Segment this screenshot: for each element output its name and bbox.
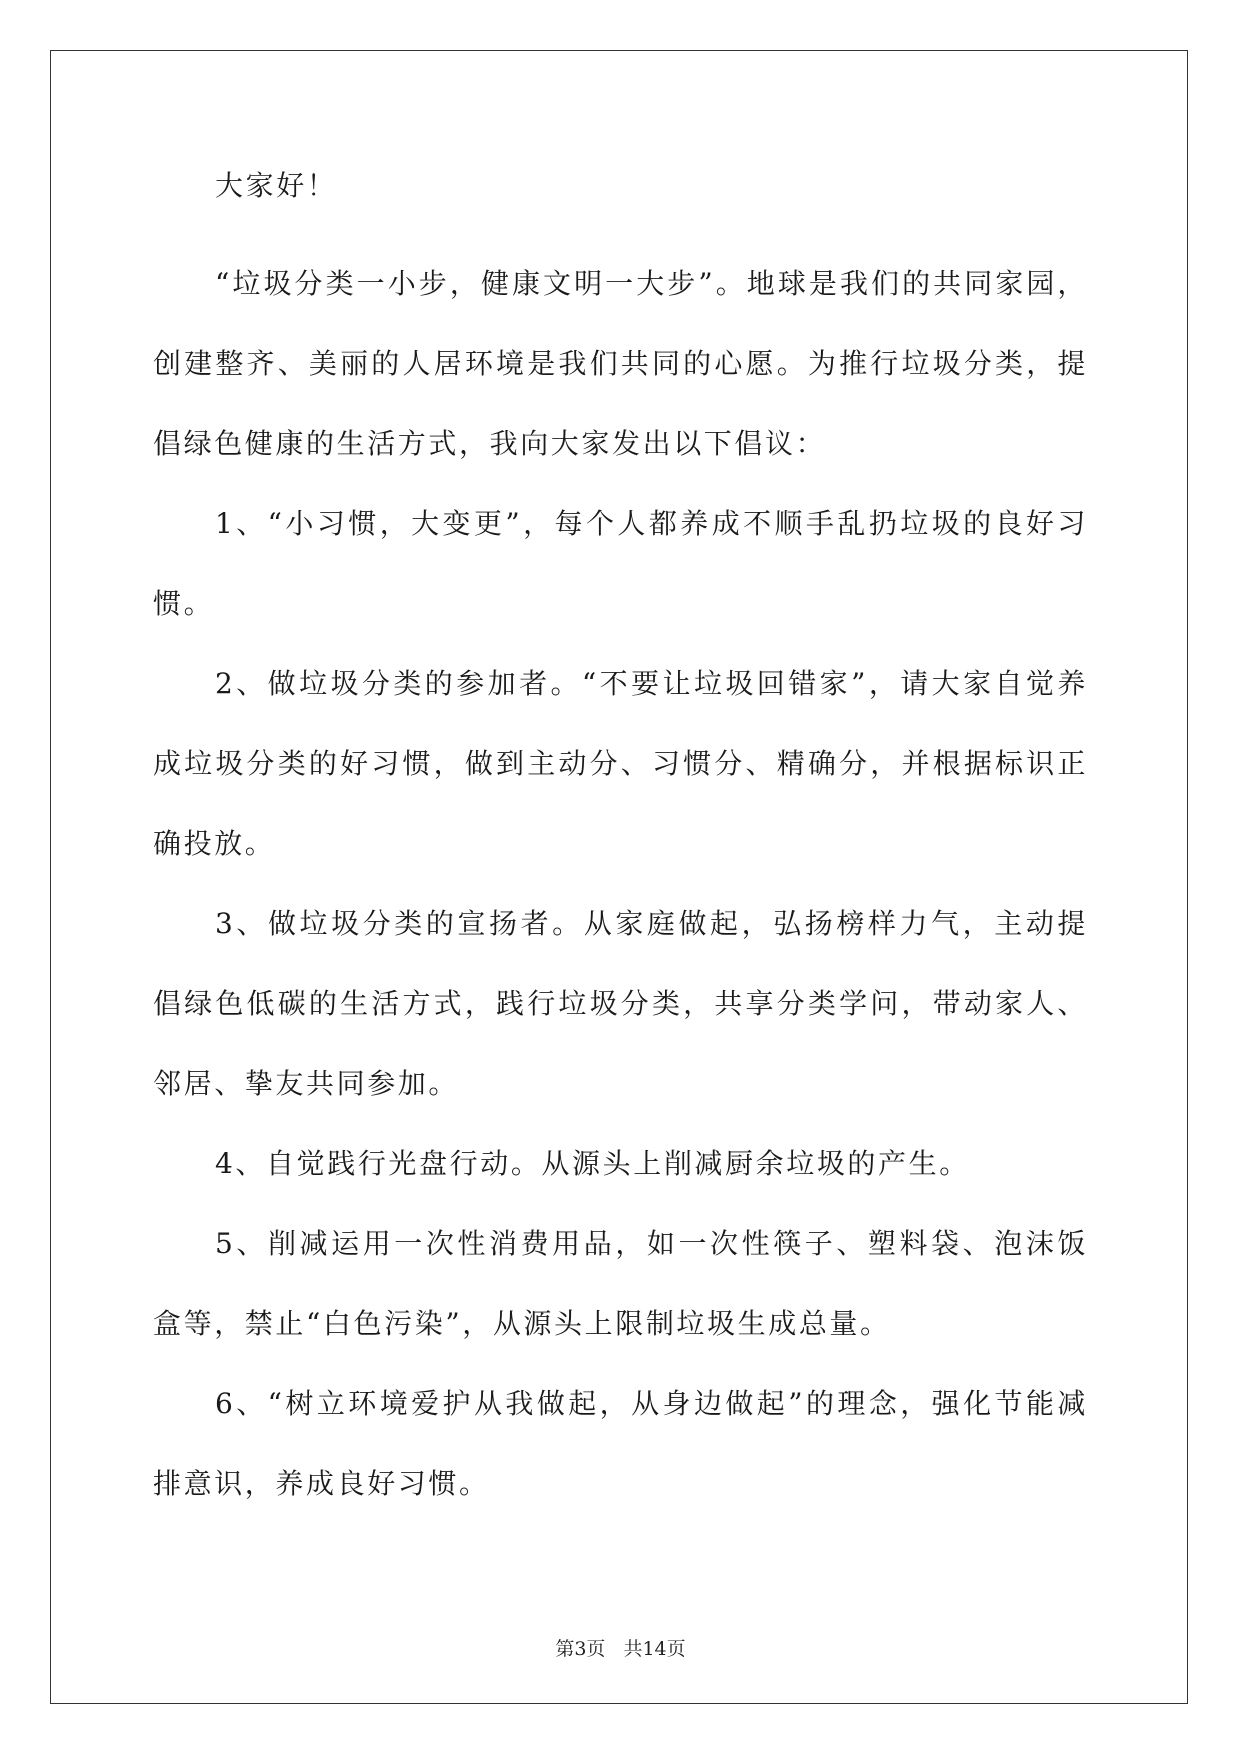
page-footer bbox=[0, 1634, 1241, 1661]
paragraph-item-5: 5、削减运用一次性消费用品，如一次性筷子、塑料袋、泡沫饭盒等，禁止“白色污染”，从源头上限制垃圾生成总量。 bbox=[153, 1227, 1088, 1340]
greeting: 大家好！ bbox=[215, 169, 338, 202]
page-number: 第3页 bbox=[555, 1638, 606, 1660]
paragraph-item-2: 2、做垃圾分类的参加者。“不要让垃圾回错家”，请大家自觉养成垃圾分类的好习惯，做到主动分、习惯分、精确分，并根据标识正确投放。 bbox=[153, 667, 1088, 860]
paragraph-intro: “垃圾分类一小步，健康文明一大步”。地球是我们的共同家园，创建整齐、美丽的人居环境是我们共同的心愿。为推行垃圾分类，提倡绿色健康的生活方式，我向大家发出以下倡议： bbox=[153, 267, 1088, 460]
document-body bbox=[153, 162, 1088, 1524]
paragraph-item-1: 1、“小习惯，大变更”，每个人都养成不顺手乱扔垃圾的良好习惯。 bbox=[153, 507, 1088, 620]
paragraph-item-6: 6、“树立环境爱护从我做起，从身边做起”的理念，强化节能减排意识，养成良好习惯。 bbox=[153, 1387, 1088, 1500]
paragraph-item-4: 4、自觉践行光盘行动。从源头上削减厨余垃圾的产生。 bbox=[215, 1147, 970, 1180]
page-total: 共14页 bbox=[623, 1638, 686, 1660]
paragraph-item-3: 3、做垃圾分类的宣扬者。从家庭做起，弘扬榜样力气，主动提倡绿色低碳的生活方式，践行垃圾分类，共享分类学问，带动家人、邻居、挚友共同参加。 bbox=[153, 907, 1088, 1100]
